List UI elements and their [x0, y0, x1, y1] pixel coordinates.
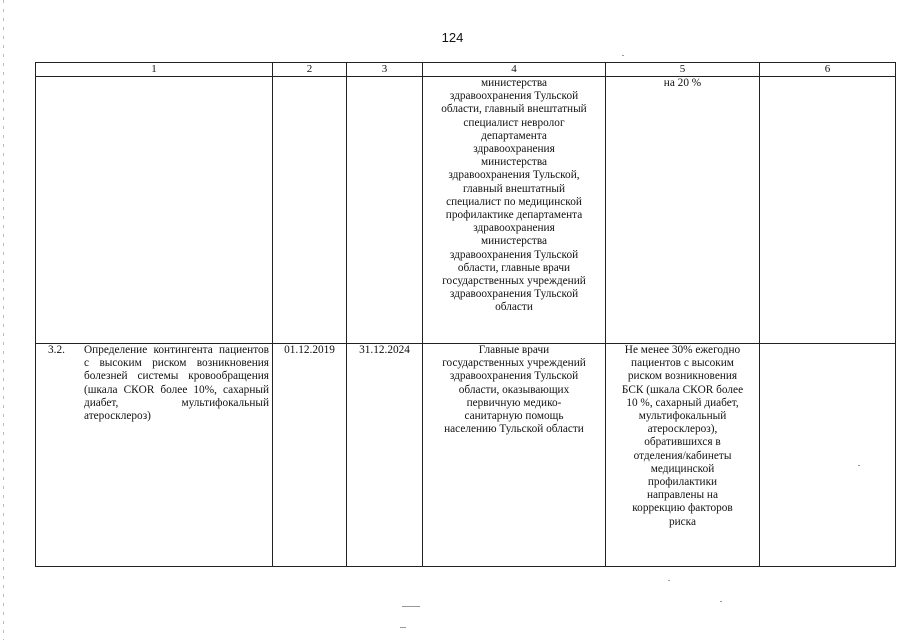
text-line: здравоохранения Тульской [449, 90, 579, 103]
text-line: профилактике департамента [445, 209, 583, 222]
text-line: здравоохранения [473, 143, 555, 156]
text-line: медицинской [650, 462, 715, 475]
scan-speck [720, 601, 722, 602]
cell-indicator [606, 77, 760, 344]
text-line: специалист невролог [463, 116, 565, 129]
text-line: области [495, 301, 533, 314]
header-col-1: 1 [36, 63, 273, 77]
cell-item [36, 344, 273, 567]
scan-speck [400, 627, 406, 628]
text-line: здравоохранения [473, 222, 555, 235]
text-line: направлены на [647, 489, 718, 502]
cell-start-date: 01.12.2019 [273, 344, 347, 567]
text-line: министерства [480, 77, 548, 89]
text-line: отделения/кабинеты [633, 449, 732, 462]
cell-indicator [606, 344, 760, 567]
text-line: здравоохранения Тульской [449, 248, 579, 261]
header-col-2: 2 [273, 63, 347, 77]
item-number: 3.2. [48, 344, 65, 356]
text-line: Не менее 30% ежегодно [624, 344, 741, 356]
table-row [36, 344, 896, 567]
text-line: области, главные врачи [457, 261, 571, 274]
scan-edge-artifact [3, 0, 4, 640]
cell-end-date: 31.12.2024 [347, 344, 423, 567]
text-line: риском возникновения [627, 370, 738, 383]
text-line: первичную медико- [466, 396, 562, 409]
scan-speck [668, 580, 670, 581]
text-line: государственных учреждений [442, 275, 586, 288]
text-line: области, оказывающих [458, 383, 570, 396]
cell-start-date [273, 77, 347, 344]
text-line: здравоохранения Тульской, [448, 169, 580, 182]
text-line: здравоохранения Тульской [449, 288, 579, 301]
text-line: министерства [480, 235, 548, 248]
text-line: атеросклероз), [647, 423, 718, 436]
scan-speck [858, 465, 860, 466]
cell-notes [760, 77, 896, 344]
header-col-6: 6 [760, 63, 896, 77]
text-line: здравоохранения Тульской [449, 370, 579, 383]
text-line: риска [668, 515, 697, 528]
scan-speck [622, 55, 624, 56]
text-line: санитарную помощь [464, 410, 564, 423]
page-number: 124 [441, 30, 464, 45]
cell-responsible [423, 77, 606, 344]
text-line: БСК (шкала СКOR более [621, 383, 744, 396]
text-line: 10 %, сахарный диабет, [626, 396, 739, 409]
text-line: министерства [480, 156, 548, 169]
measures-table [35, 62, 896, 567]
cell-item [36, 77, 273, 344]
text-line: пациентов с высоким [631, 357, 734, 370]
header-col-5: 5 [606, 63, 760, 77]
text-line: Главные врачи [478, 344, 550, 356]
scan-speck [402, 606, 420, 607]
cell-responsible [423, 344, 606, 567]
item-description: Определение контингента пациентов с высоким риском возникновения болезней системы кровообращения (шкала СКOR более 10%, сахарный диабет, мультифокальный атеросклероз) [84, 344, 269, 423]
text-line: обратившихся в [644, 436, 721, 449]
text-line: государственных учреждений [442, 357, 586, 370]
text-line: мультифокальный [638, 410, 727, 423]
text-line: коррекцию факторов [632, 502, 733, 515]
table-row [36, 77, 896, 344]
header-col-3: 3 [347, 63, 423, 77]
cell-end-date [347, 77, 423, 344]
header-col-4: 4 [423, 63, 606, 77]
header-row [36, 63, 896, 77]
text-line: области, главный внештатный [441, 103, 587, 116]
text-line: на 20 % [663, 77, 702, 89]
text-line: главный внештатный [462, 182, 566, 195]
text-line: профилактики [647, 476, 718, 489]
cell-notes [760, 344, 896, 567]
text-line: населению Тульской области [444, 423, 584, 436]
text-line: департамента [481, 129, 547, 142]
text-line: специалист по медицинской [446, 195, 582, 208]
